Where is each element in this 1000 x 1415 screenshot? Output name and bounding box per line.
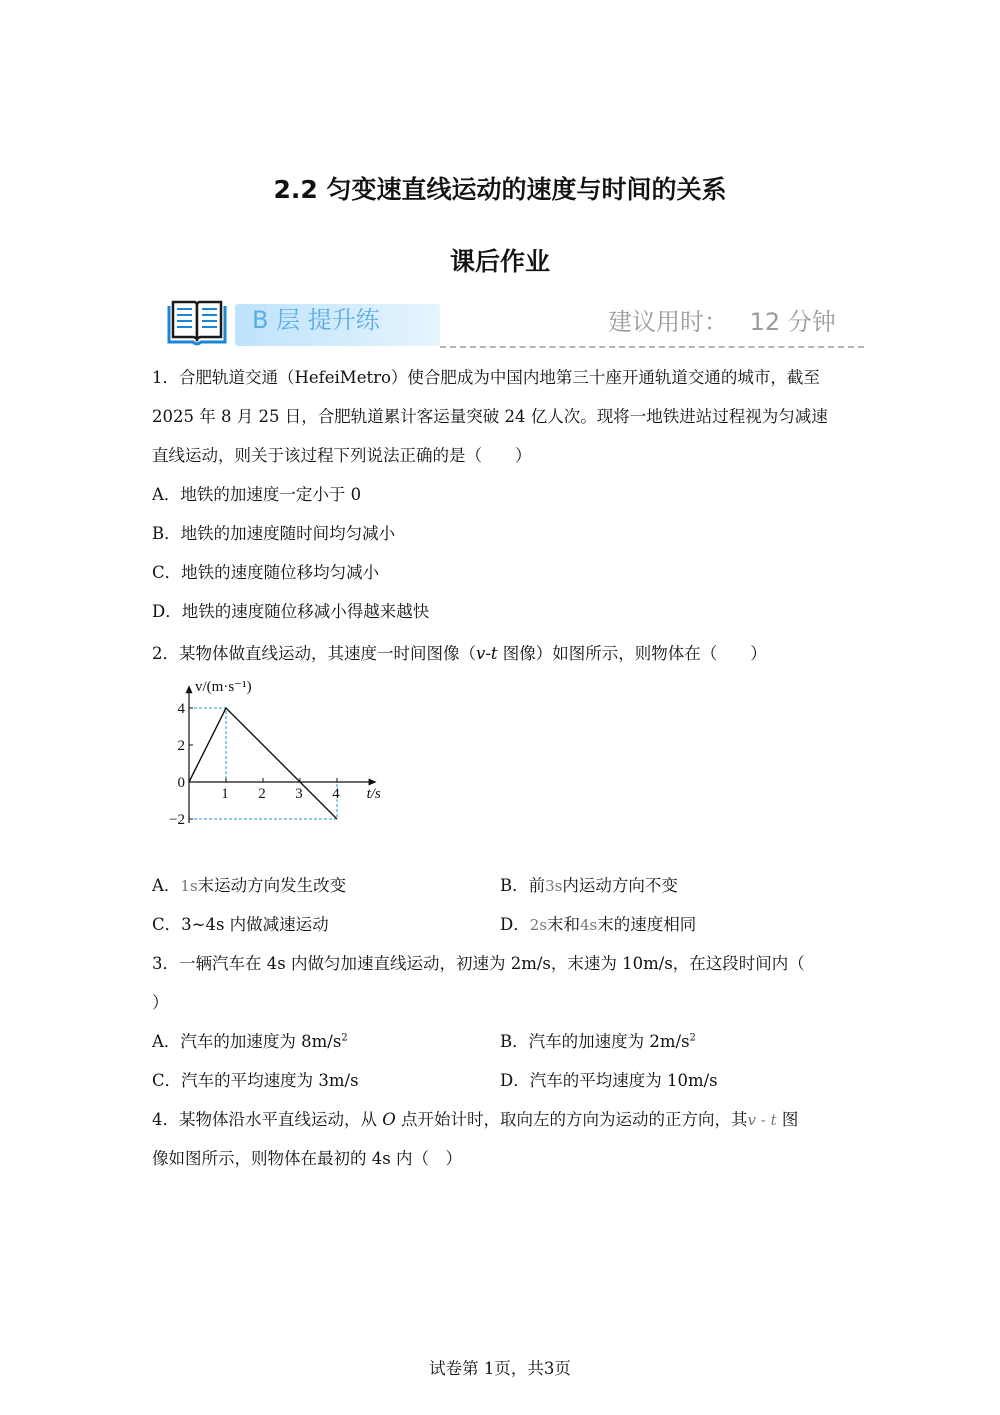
question-1-option-a: A．地铁的加速度一定小于 0 (152, 485, 362, 504)
vt-term: v-t (476, 644, 498, 663)
x-tick-label: 3 (295, 786, 303, 802)
question-3-option-d: D．汽车的平均速度为 10m/s (500, 1071, 718, 1090)
superscript: 2 (341, 1032, 348, 1044)
time-label: 建议用时： (608, 308, 728, 336)
x-tick-label: 4 (332, 786, 340, 802)
question-1-line-3: 直线运动，则关于该过程下列说法正确的是（ ） (152, 446, 532, 465)
option-value: 2s (529, 916, 547, 934)
series-line (189, 708, 337, 819)
vt-term: v - t (747, 1111, 777, 1129)
question-4-line-1 (152, 1106, 798, 1130)
question-1-option-b: B．地铁的加速度随时间均匀减小 (152, 524, 396, 543)
question-2-stem-end: 图像）如图所示，则物体在（ ） (497, 644, 767, 663)
y-tick-label: 0 (177, 775, 185, 791)
question-4-line-2: 像如图所示，则物体在最初的 4s 内（ ） (152, 1149, 462, 1168)
question-2-option-a (152, 872, 346, 896)
question-2-option-c: C．3~4s 内做减速运动 (152, 915, 329, 934)
page-footer: 试卷第 1页，共3页 (429, 1359, 571, 1378)
option-text: 内运动方向不变 (562, 876, 678, 895)
question-2-stem (152, 640, 767, 664)
question-3-line-1: 3．一辆汽车在 4s 内做匀加速直线运动，初速为 2m/s，末速为 10m/s，在这段时间内（ (152, 954, 805, 973)
x-axis-label: t/s (366, 786, 381, 802)
question-1-option-d: D．地铁的速度随位移减小得越来越快 (152, 602, 430, 621)
option-text: 末和 (546, 915, 580, 934)
section-banner (160, 296, 870, 352)
option-value: 3s (545, 877, 563, 895)
question-3-option-a (152, 1028, 348, 1052)
superscript: 2 (689, 1032, 696, 1044)
question-1 (152, 358, 852, 631)
level-label: B 层 提升练 (252, 306, 380, 334)
vt-graph (160, 672, 390, 832)
option-label: A． (152, 876, 181, 895)
question-2-option-b (500, 872, 678, 896)
point-o: O (382, 1110, 396, 1129)
question-4-text: 图 (776, 1110, 799, 1129)
question-2-option-d (500, 911, 696, 935)
suggested-time (608, 302, 836, 337)
question-1-option-c: C．地铁的速度随位移均匀减小 (152, 563, 380, 582)
question-1-line-1: 1．合肥轨道交通（HefeiMetro）使合肥成为中国内地第三十座开通轨道交通的城市，截至 (152, 368, 820, 387)
dashed-divider (440, 346, 864, 348)
y-tick-label: −2 (169, 812, 185, 828)
option-text: 末的速度相同 (597, 915, 697, 934)
book-icon (165, 298, 229, 348)
question-4-text: 4．某物体沿水平直线运动，从 (152, 1110, 383, 1129)
option-text: A．汽车的加速度为 8m/s (152, 1032, 342, 1051)
question-2-stem-text: 2．某物体做直线运动，其速度一时间图像（ (152, 644, 476, 663)
y-axis-label: v/(m·s⁻¹) (195, 679, 252, 695)
option-text: 末运动方向发生改变 (197, 876, 347, 895)
question-1-line-2: 2025 年 8 月 25 日，合肥轨道累计客运量突破 24 亿人次。现将一地铁进站过程视为匀减速 (152, 407, 828, 426)
option-text: B．汽车的加速度为 2m/s (500, 1032, 690, 1051)
question-3-option-b (500, 1028, 696, 1052)
y-tick-label: 4 (177, 701, 185, 717)
page-subtitle: 课后作业 (449, 247, 550, 276)
option-value: 1s (180, 877, 198, 895)
page-title: 2.2 匀变速直线运动的速度与时间的关系 (273, 175, 727, 204)
question-4-text: 点开始计时，取向左的方向为运动的正方向，其 (395, 1110, 748, 1129)
option-value: 4s (579, 916, 598, 934)
x-axis-arrow (369, 779, 377, 786)
question-3-line-2: ） (152, 993, 169, 1012)
y-tick-label: 2 (177, 738, 185, 754)
option-label: B．前 (500, 876, 546, 895)
y-axis-arrow (186, 685, 193, 693)
x-tick-label: 1 (221, 786, 229, 802)
question-3-option-c: C．汽车的平均速度为 3m/s (152, 1071, 359, 1090)
x-tick-label: 2 (258, 786, 266, 802)
time-value: 12 分钟 (749, 308, 836, 336)
option-label: D． (500, 915, 530, 934)
